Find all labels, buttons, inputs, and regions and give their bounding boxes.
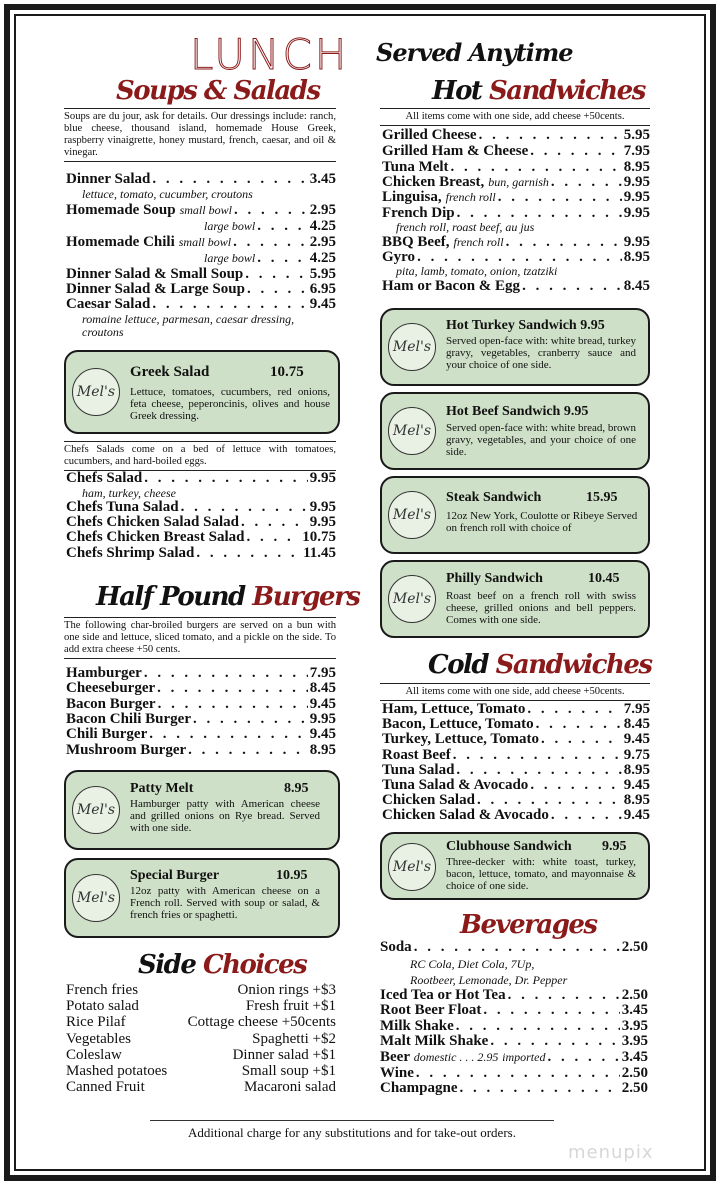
item-name: Tuna Salad: [382, 761, 455, 778]
patty-melt-title: Patty Melt: [130, 781, 194, 796]
dinner-salad-desc: lettuce, tomato, cucumber, croutons: [82, 187, 253, 201]
menu-item-gyro[interactable]: Gyro . . . 8.95: [382, 250, 650, 265]
mels-logo-icon: Mel's: [72, 874, 120, 922]
page-title: LUNCH: [190, 30, 350, 79]
hot-sandwiches-heading: Hot Sandwiches: [432, 76, 645, 106]
mels-logo-icon: Mel's: [388, 575, 436, 623]
side-row: [66, 1047, 336, 1063]
french-dip-desc: french roll, roast beef, au jus: [396, 220, 535, 234]
patty-melt-price: 8.95: [284, 781, 309, 796]
menu-item-french-dip[interactable]: French Dip . . . 9.95: [382, 206, 650, 221]
item-price: 9.45: [623, 807, 650, 824]
steak-sandwich-desc: 12oz New York, Coulotte or Ribeye Served on french roll with choice of: [446, 510, 638, 534]
menu-item-homemade-soup[interactable]: Homemade Soup small bowl . . . 2.95: [66, 203, 336, 218]
hot-beef-title: Hot Beef Sandwich 9.95: [446, 404, 589, 419]
item-price: 9.45: [309, 695, 336, 712]
side-choice[interactable]: Dinner salad +$1: [232, 1046, 336, 1063]
menu-item-soda[interactable]: Soda . . . 2.50: [380, 940, 648, 955]
item-price: 7.95: [309, 665, 336, 681]
side-row: [66, 982, 336, 998]
side-row: [66, 1079, 336, 1095]
menu-item-chefs-shrimp[interactable]: Chefs Shrimp Salad . . . 11.45: [66, 546, 336, 561]
menu-item-cold-sandwich[interactable]: [382, 808, 650, 823]
greek-salad-box[interactable]: [64, 350, 340, 434]
menu-item-homemade-chili-large[interactable]: large bowl . . . 4.25: [200, 251, 336, 266]
greek-salad-title: Greek Salad: [130, 364, 210, 380]
menu-item-cold-sandwich[interactable]: [382, 778, 650, 793]
soups-note: Soups are du jour, ask for details. Our dressings include: ranch, blue cheese, thousand island, homemade House Greek, raspberry vinaigrette, honey mustard, french, caesar, and oil & vinegar.: [64, 108, 336, 162]
philly-sandwich-desc: Roast beef on a french roll with swiss cheese, grilled onions and bell peppers. Comes with one side.: [446, 590, 636, 626]
menu-item-tuna-melt[interactable]: Tuna Melt . . . 8.95: [382, 160, 650, 175]
soda-desc-1: RC Cola, Diet Cola, 7Up,: [410, 957, 535, 971]
menu-item-cold-sandwich[interactable]: [382, 732, 650, 747]
menu-item-cold-sandwich[interactable]: [382, 702, 650, 717]
soups-heading: Soups & Salads: [116, 76, 320, 106]
item-price: 8.45: [623, 716, 650, 733]
item-price: 9.45: [623, 777, 650, 793]
item-name: Tuna Salad & Avocado: [382, 777, 529, 793]
side-choice[interactable]: Onion rings +$3: [237, 982, 336, 998]
side-choice[interactable]: Macaroni salad: [243, 1079, 336, 1096]
philly-sandwich-box[interactable]: [380, 560, 650, 638]
special-burger-desc: 12oz patty with American cheese on a French roll. Served with soup or salad, & french fries or spaghetti.: [130, 885, 320, 921]
item-price: 9.95: [309, 710, 336, 727]
item-price: 2.50: [621, 987, 648, 1003]
menu-item-bbq-beef[interactable]: BBQ Beef, french roll . . . 9.95: [382, 235, 650, 250]
side-choice[interactable]: Vegetables: [66, 1030, 131, 1047]
philly-sandwich-price: 10.45: [588, 571, 620, 586]
mels-logo-icon: Mel's: [388, 323, 436, 371]
item-name: Mushroom Burger: [66, 741, 187, 758]
side-choice[interactable]: Small soup +$1: [241, 1063, 336, 1079]
side-row: [66, 1031, 336, 1047]
steak-sandwich-title: Steak Sandwich: [446, 490, 542, 505]
menu-item-chefs-breast[interactable]: Chefs Chicken Breast Salad . . . 10.75: [66, 530, 336, 545]
special-burger-title: Special Burger: [130, 868, 220, 883]
menu-item-grilled-cheese[interactable]: Grilled Cheese . . . 5.95: [382, 128, 650, 143]
item-price: 9.45: [623, 731, 650, 748]
special-burger-box[interactable]: [64, 858, 340, 938]
menu-item-chefs-tuna[interactable]: Chefs Tuna Salad . . . 9.95: [66, 500, 336, 515]
item-price: 3.45: [621, 1002, 648, 1019]
greek-salad-desc: Lettuce, tomatoes, cucumbers, red onions, feta cheese, peperoncinis, olives and house Greek dressing.: [130, 386, 330, 422]
steak-sandwich-box[interactable]: [380, 476, 650, 554]
item-name: Chili Burger: [66, 726, 148, 743]
chefs-note: Chefs Salads come on a bed of lettuce with tomatoes, cucumbers, and hard-boiled eggs.: [64, 441, 336, 471]
clubhouse-title: Clubhouse Sandwich: [446, 839, 572, 854]
item-name: Iced Tea or Hot Tea: [380, 987, 506, 1003]
steak-sandwich-price: 15.95: [586, 490, 618, 505]
chefs-salad-desc: ham, turkey, cheese: [82, 486, 176, 500]
item-name: Root Beer Float: [380, 1002, 482, 1019]
side-row: [66, 1014, 336, 1030]
mels-logo-icon: Mel's: [388, 843, 436, 891]
cold-note: All items come with one side, add cheese +50cents.: [380, 683, 650, 701]
item-name: Roast Beef: [382, 746, 451, 763]
hot-beef-desc: Served open-face with: white bread, brown gravy, vegetables, and your choice of one side.: [446, 422, 636, 458]
side-row: [66, 998, 336, 1014]
menu-item-cold-sandwich[interactable]: [382, 717, 650, 732]
item-name: Ham, Lettuce, Tomato: [382, 701, 526, 717]
menu-item-burger[interactable]: [66, 743, 336, 758]
sides-heading: Side Choices: [138, 950, 307, 980]
mels-logo-icon: Mel's: [72, 368, 120, 416]
menu-item-cold-sandwich[interactable]: [382, 793, 650, 808]
special-burger-price: 10.95: [276, 868, 308, 883]
side-choice[interactable]: French fries: [66, 982, 139, 998]
menu-item-champagne[interactable]: Champagne . . . 2.50: [380, 1081, 648, 1096]
menu-item-ham-bacon-egg[interactable]: Ham or Bacon & Egg . . . 8.45: [382, 279, 650, 294]
footer-note: Additional charge for any substitutions and for take-out orders.: [150, 1120, 554, 1141]
menu-item-beverage[interactable]: [380, 1019, 648, 1034]
item-price: 9.45: [309, 726, 336, 743]
gyro-desc: pita, lamb, tomato, onion, tzatziki: [396, 264, 558, 278]
item-name: Bacon Burger: [66, 695, 156, 712]
menu-item-beer[interactable]: Beer domestic . . . 2.95 imported . . . 3.45: [380, 1050, 648, 1065]
burgers-heading: Half Pound Burgers: [96, 582, 360, 612]
item-price: 8.95: [309, 741, 336, 758]
menu-item-chefs-salad[interactable]: Chefs Salad . . . 9.95: [66, 471, 336, 486]
menu-item-homemade-soup-large[interactable]: large bowl . . . 4.25: [200, 219, 336, 234]
item-price: 8.95: [623, 792, 650, 809]
menu-item-salad-small-soup[interactable]: Dinner Salad & Small Soup . . . 5.95: [66, 267, 336, 282]
item-price: 8.95: [623, 761, 650, 778]
menu-item-cold-sandwich[interactable]: [382, 763, 650, 778]
menu-item-grilled-ham[interactable]: Grilled Ham & Cheese . . . 7.95: [382, 144, 650, 159]
side-choice[interactable]: Rice Pilaf: [66, 1014, 126, 1031]
menu-item-beverage[interactable]: [380, 988, 648, 1003]
item-name: Hamburger: [66, 665, 142, 681]
cold-sandwiches-heading: Cold Sandwiches: [428, 650, 652, 680]
mels-logo-icon: Mel's: [72, 786, 120, 834]
item-price: 9.75: [623, 746, 650, 763]
mels-logo-icon: Mel's: [388, 491, 436, 539]
item-name: Milk Shake: [380, 1017, 454, 1034]
menu-item-beverage[interactable]: [380, 1034, 648, 1049]
item-name: Turkey, Lettuce, Tomato: [382, 731, 539, 748]
hot-note: All items come with one side, add cheese +50cents.: [380, 108, 650, 126]
menu-item-burger[interactable]: [66, 681, 336, 696]
patty-melt-box[interactable]: [64, 770, 340, 850]
side-choice[interactable]: Fresh fruit +$1: [245, 998, 336, 1015]
menu-item-homemade-chili[interactable]: Homemade Chili small bowl . . . 2.95: [66, 235, 336, 250]
side-choice[interactable]: Cottage cheese +50cents: [187, 1014, 336, 1031]
item-price: 7.95: [623, 701, 650, 717]
side-choice[interactable]: Spaghetti +$2: [252, 1030, 336, 1047]
hot-turkey-box[interactable]: [380, 308, 650, 386]
menu-item-chefs-chicken[interactable]: Chefs Chicken Salad Salad . . . 9.95: [66, 515, 336, 530]
menu-item-burger[interactable]: [66, 712, 336, 727]
clubhouse-desc: Three-decker with: white toast, turkey, bacon, lettuce, tomato, and mayonnaise & choice of one side.: [446, 856, 636, 892]
menu-item-beverage[interactable]: [380, 1003, 648, 1018]
item-name: Bacon, Lettuce, Tomato: [382, 716, 534, 733]
menu-item-burger[interactable]: [66, 727, 336, 742]
item-name: Cheeseburger: [66, 680, 156, 697]
menu-item-caesar-salad[interactable]: Caesar Salad . . . 9.45: [66, 297, 336, 312]
menu-item-chicken-breast[interactable]: Chicken Breast, bun, garnish . . . 9.95: [382, 175, 650, 190]
item-name: Bacon Chili Burger: [66, 710, 192, 727]
patty-melt-desc: Hamburger patty with American cheese and grilled onions on Rye bread. Served with one side.: [130, 798, 320, 834]
menu-item-dinner-salad[interactable]: Dinner Salad . . . 3.45: [66, 172, 336, 187]
menu-item-wine[interactable]: Wine . . . 2.50: [380, 1066, 648, 1081]
page-subtitle: Served Anytime: [376, 38, 573, 67]
clubhouse-price: 9.95: [602, 839, 627, 854]
burgers-note: The following char-broiled burgers are served on a bun with one side and lettuce, sliced tomato, and a pickle on the side. To add extra cheese +50 cents.: [64, 617, 336, 659]
item-price: 3.95: [621, 1017, 648, 1034]
greek-salad-price: 10.75: [270, 364, 304, 380]
menu-item-linguisa[interactable]: Linguisa, french roll . . . 9.95: [382, 190, 650, 205]
watermark: menupix: [568, 1142, 654, 1163]
item-name: Chicken Salad: [382, 792, 475, 809]
item-price: 3.95: [621, 1032, 648, 1049]
item-name: Chicken Salad & Avocado: [382, 807, 549, 824]
item-name: Malt Milk Shake: [380, 1032, 489, 1049]
mels-logo-icon: Mel's: [388, 407, 436, 455]
menu-item-cold-sandwich[interactable]: [382, 748, 650, 763]
philly-sandwich-title: Philly Sandwich: [446, 571, 543, 586]
hot-beef-box[interactable]: [380, 392, 650, 470]
item-price: 8.45: [309, 680, 336, 697]
side-choice[interactable]: Coleslaw: [66, 1046, 122, 1063]
hot-turkey-title: Hot Turkey Sandwich 9.95: [446, 318, 605, 333]
menu-item-salad-large-soup[interactable]: Dinner Salad & Large Soup . . . 6.95: [66, 282, 336, 297]
side-choice[interactable]: Mashed potatoes: [66, 1063, 168, 1079]
side-choice[interactable]: Potato salad: [66, 998, 139, 1015]
caesar-desc: romaine lettuce, parmesan, caesar dressing, croutons: [82, 312, 295, 339]
menu-item-burger[interactable]: [66, 666, 336, 681]
side-row: [66, 1063, 336, 1079]
side-choice[interactable]: Canned Fruit: [66, 1079, 145, 1096]
soda-desc-2: Rootbeer, Lemonade, Dr. Pepper: [410, 973, 568, 987]
clubhouse-box[interactable]: [380, 832, 650, 900]
menu-item-burger[interactable]: [66, 697, 336, 712]
hot-turkey-desc: Served open-face with: white bread, turkey gravy, vegetables, cranberry sauce and your choice of one side.: [446, 335, 636, 371]
beverages-heading: Beverages: [460, 910, 597, 940]
